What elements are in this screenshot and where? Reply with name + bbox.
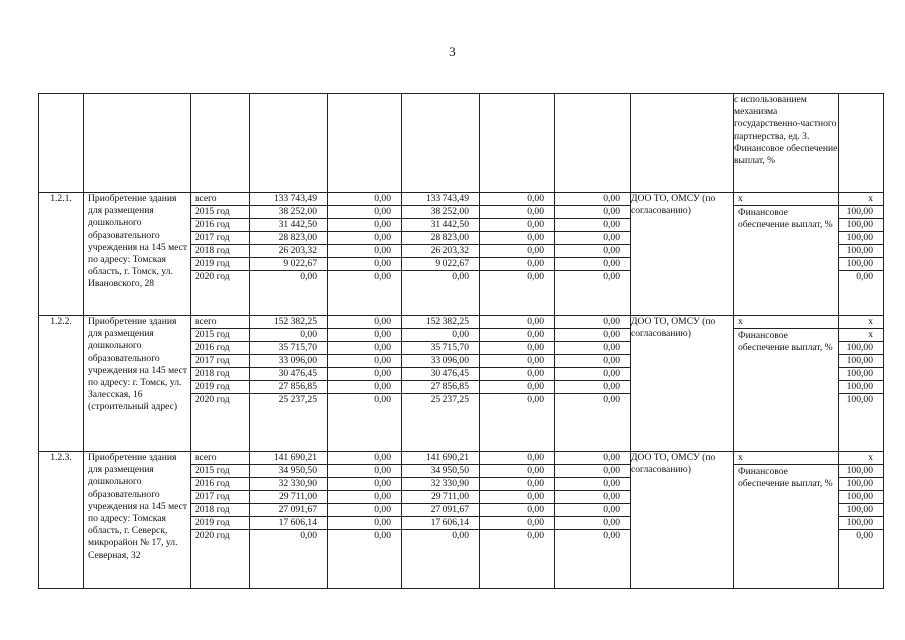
program-row xyxy=(39,316,884,452)
indicator-value-cell-value: 100,00 xyxy=(839,354,883,367)
period-cell-value: 2020 год xyxy=(191,270,249,283)
federal-cell-value: 0,00 xyxy=(328,231,401,244)
continued-indicator: с использованием механизма государственно-частного партнерства, ед. 3. Финансовое обеспечение выплат, % xyxy=(734,94,839,193)
regional-cell-value: 29 711,00 xyxy=(402,490,479,503)
indicator-value-cell-value: 100,00 xyxy=(839,503,883,516)
total-cell xyxy=(250,316,328,452)
regional-cell xyxy=(402,316,480,452)
regional-cell-value: 27 091,67 xyxy=(402,503,479,516)
regional-cell-value: 0,00 xyxy=(402,328,479,341)
total-cell-value: 26 203,32 xyxy=(250,244,327,257)
regional-cell xyxy=(402,452,480,589)
indicator-value-cell-value: 100,00 xyxy=(839,380,883,393)
indicator-value-cell-value: 100,00 xyxy=(839,218,883,231)
indicator-text: Финансовое обеспечение выплат, % xyxy=(734,328,838,354)
local-cell-value: 0,00 xyxy=(480,477,554,490)
total-cell-value: 38 252,00 xyxy=(250,205,327,218)
other-cell-value: 0,00 xyxy=(603,193,620,204)
total-cell-value: 0,00 xyxy=(250,529,327,542)
regional-cell xyxy=(402,193,480,316)
other-cell-value: 0,00 xyxy=(555,354,630,367)
regional-cell-value: 35 715,70 xyxy=(402,341,479,354)
local-cell xyxy=(480,193,555,316)
other-cell-value: 0,00 xyxy=(555,393,630,406)
federal-cell-value: 0,00 xyxy=(328,529,401,542)
federal-cell-value: 0,00 xyxy=(374,316,391,327)
responsible-executor: ДОО ТО, ОМСУ (по согласованию) xyxy=(631,316,734,452)
period-cell-value: 2018 год xyxy=(191,367,249,380)
period-cell-value: всего xyxy=(195,193,217,204)
period-cell-value: 2017 год xyxy=(191,490,249,503)
other-cell-value: 0,00 xyxy=(555,244,630,257)
local-cell-value: 0,00 xyxy=(480,231,554,244)
other-cell-value: 0,00 xyxy=(603,316,620,327)
local-cell-value: 0,00 xyxy=(480,354,554,367)
federal-cell xyxy=(328,452,402,589)
period-cell-value: 2019 год xyxy=(191,380,249,393)
period-cell-value: 2019 год xyxy=(191,257,249,270)
local-cell-value: 0,00 xyxy=(480,464,554,477)
federal-cell-value: 0,00 xyxy=(374,193,391,204)
total-cell-value: 30 476,45 xyxy=(250,367,327,380)
local-cell-value: 0,00 xyxy=(527,452,544,463)
indicator-x: х xyxy=(738,193,743,204)
federal-cell-value: 0,00 xyxy=(328,257,401,270)
other-cell-value: 0,00 xyxy=(555,341,630,354)
period-cell-value: 2020 год xyxy=(191,393,249,406)
period-cell xyxy=(191,193,250,316)
local-cell-value: 0,00 xyxy=(480,257,554,270)
regional-cell-value: 38 252,00 xyxy=(402,205,479,218)
other-cell-value: 0,00 xyxy=(555,328,630,341)
other-cell-value: 0,00 xyxy=(555,380,630,393)
period-cell-value: 2016 год xyxy=(191,477,249,490)
local-cell-value: 0,00 xyxy=(480,244,554,257)
indicator-value-cell-value: х xyxy=(868,452,873,463)
row-number: 1.2.1. xyxy=(39,193,84,316)
federal-cell-value: 0,00 xyxy=(328,380,401,393)
total-cell-value: 0,00 xyxy=(250,270,327,283)
total-cell-value: 33 096,00 xyxy=(250,354,327,367)
local-cell-value: 0,00 xyxy=(480,393,554,406)
indicator-value-cell-value: 100,00 xyxy=(839,205,883,218)
regional-cell-value: 30 476,45 xyxy=(402,367,479,380)
federal-cell-value: 0,00 xyxy=(328,205,401,218)
indicator-value-cell xyxy=(839,452,884,589)
indicator-value-cell-value: 100,00 xyxy=(839,516,883,529)
local-cell xyxy=(480,316,555,452)
row-number: 1.2.2. xyxy=(39,316,84,452)
total-cell xyxy=(250,452,328,589)
other-cell xyxy=(555,193,631,316)
other-cell xyxy=(555,452,631,589)
federal-cell-value: 0,00 xyxy=(328,270,401,283)
continuation-row xyxy=(39,94,884,193)
period-cell-value: 2020 год xyxy=(191,529,249,542)
total-cell-value: 27 091,67 xyxy=(250,503,327,516)
indicator-value-cell-value: 100,00 xyxy=(839,231,883,244)
federal-cell-value: 0,00 xyxy=(328,244,401,257)
local-cell-value: 0,00 xyxy=(480,529,554,542)
total-cell-value: 152 382,25 xyxy=(273,316,317,327)
local-cell xyxy=(480,452,555,589)
regional-cell-value: 152 382,25 xyxy=(425,316,469,327)
federal-cell-value: 0,00 xyxy=(328,341,401,354)
regional-cell-value: 34 950,50 xyxy=(402,464,479,477)
regional-cell-value: 9 022,67 xyxy=(402,257,479,270)
other-cell-value: 0,00 xyxy=(555,464,630,477)
period-cell xyxy=(191,316,250,452)
regional-cell-value: 25 237,25 xyxy=(402,393,479,406)
other-cell-value: 0,00 xyxy=(555,257,630,270)
federal-cell-value: 0,00 xyxy=(328,503,401,516)
program-row xyxy=(39,452,884,589)
program-row xyxy=(39,193,884,316)
indicator-x: х xyxy=(738,452,743,463)
local-cell-value: 0,00 xyxy=(527,316,544,327)
regional-cell-value: 31 442,50 xyxy=(402,218,479,231)
local-cell-value: 0,00 xyxy=(527,193,544,204)
indicator-value-cell-value: 100,00 xyxy=(839,464,883,477)
indicator-value-cell-value: 100,00 xyxy=(839,244,883,257)
local-cell-value: 0,00 xyxy=(480,270,554,283)
local-cell-value: 0,00 xyxy=(480,490,554,503)
other-cell-value: 0,00 xyxy=(555,490,630,503)
total-cell-value: 133 743,49 xyxy=(273,193,317,204)
other-cell-value: 0,00 xyxy=(555,503,630,516)
total-cell-value: 25 237,25 xyxy=(250,393,327,406)
indicator-value-cell-value: 100,00 xyxy=(839,490,883,503)
other-cell-value: 0,00 xyxy=(555,477,630,490)
row-description: Приобретение здания для размещения дошкольного образовательного учреждения на 145 мест по адресу: Томская область, г. Томск, ул. Ивановского, 28 xyxy=(84,193,191,316)
period-cell xyxy=(191,452,250,589)
local-cell-value: 0,00 xyxy=(480,516,554,529)
other-cell-value: 0,00 xyxy=(555,516,630,529)
federal-cell xyxy=(328,193,402,316)
indicator-text: Финансовое обеспечение выплат, % xyxy=(734,205,838,231)
period-cell-value: 2015 год xyxy=(191,205,249,218)
period-cell-value: 2019 год xyxy=(191,516,249,529)
period-cell-value: всего xyxy=(195,316,217,327)
total-cell-value: 34 950,50 xyxy=(250,464,327,477)
local-cell-value: 0,00 xyxy=(480,218,554,231)
indicator-value-cell-value: 100,00 xyxy=(839,477,883,490)
federal-cell-value: 0,00 xyxy=(328,354,401,367)
indicator-value-cell-value: 100,00 xyxy=(839,367,883,380)
regional-cell-value: 32 330,90 xyxy=(402,477,479,490)
indicator-value-cell-value: 0,00 xyxy=(839,270,883,283)
indicator-x: х xyxy=(738,316,743,327)
total-cell-value: 141 690,21 xyxy=(273,452,317,463)
program-table xyxy=(38,93,884,589)
indicator-value-cell xyxy=(839,193,884,316)
federal-cell-value: 0,00 xyxy=(328,328,401,341)
total-cell-value: 27 856,85 xyxy=(250,380,327,393)
indicator-value-cell-value: х xyxy=(868,316,873,327)
row-number: 1.2.3. xyxy=(39,452,84,589)
indicator-name xyxy=(734,316,839,452)
total-cell-value: 35 715,70 xyxy=(250,341,327,354)
total-cell-value: 31 442,50 xyxy=(250,218,327,231)
other-cell-value: 0,00 xyxy=(555,205,630,218)
local-cell-value: 0,00 xyxy=(480,205,554,218)
other-cell-value: 0,00 xyxy=(555,218,630,231)
federal-cell xyxy=(328,316,402,452)
indicator-value-cell xyxy=(839,316,884,452)
total-cell-value: 9 022,67 xyxy=(250,257,327,270)
indicator-value-cell-value: 0,00 xyxy=(839,529,883,542)
regional-cell-value: 27 856,85 xyxy=(402,380,479,393)
period-cell-value: 2015 год xyxy=(191,328,249,341)
regional-cell-value: 28 823,00 xyxy=(402,231,479,244)
page-number: 3 xyxy=(449,44,456,59)
period-cell-value: 2016 год xyxy=(191,341,249,354)
federal-cell-value: 0,00 xyxy=(328,464,401,477)
period-cell-value: 2018 год xyxy=(191,244,249,257)
total-cell-value: 29 711,00 xyxy=(250,490,327,503)
other-cell xyxy=(555,316,631,452)
federal-cell-value: 0,00 xyxy=(328,477,401,490)
total-cell-value: 17 606,14 xyxy=(250,516,327,529)
regional-cell-value: 141 690,21 xyxy=(425,452,469,463)
total-cell xyxy=(250,193,328,316)
period-cell-value: 2016 год xyxy=(191,218,249,231)
indicator-value-cell-value: 100,00 xyxy=(839,341,883,354)
period-cell-value: 2017 год xyxy=(191,231,249,244)
other-cell-value: 0,00 xyxy=(603,452,620,463)
regional-cell-value: 0,00 xyxy=(402,270,479,283)
regional-cell-value: 26 203,32 xyxy=(402,244,479,257)
indicator-name xyxy=(734,452,839,589)
federal-cell-value: 0,00 xyxy=(374,452,391,463)
other-cell-value: 0,00 xyxy=(555,231,630,244)
regional-cell-value: 133 743,49 xyxy=(425,193,469,204)
indicator-name xyxy=(734,193,839,316)
federal-cell-value: 0,00 xyxy=(328,393,401,406)
period-cell-value: 2018 год xyxy=(191,503,249,516)
row-description: Приобретение здания для размещения дошкольного образовательного учреждения на 145 мест по адресу: Томская область, г. Северск, микрорайон № 17, ул. Северная, 32 xyxy=(84,452,191,589)
period-cell-value: 2017 год xyxy=(191,354,249,367)
other-cell-value: 0,00 xyxy=(555,270,630,283)
regional-cell-value: 33 096,00 xyxy=(402,354,479,367)
indicator-text: Финансовое обеспечение выплат, % xyxy=(734,464,838,490)
row-description: Приобретение здания для размещения дошкольного образовательного учреждения на 145 мест по адресу: г. Томск, ул. Залесская, 16 (строительный адрес) xyxy=(84,316,191,452)
total-cell-value: 0,00 xyxy=(250,328,327,341)
local-cell-value: 0,00 xyxy=(480,380,554,393)
period-cell-value: всего xyxy=(195,452,217,463)
local-cell-value: 0,00 xyxy=(480,341,554,354)
other-cell-value: 0,00 xyxy=(555,367,630,380)
local-cell-value: 0,00 xyxy=(480,328,554,341)
regional-cell-value: 17 606,14 xyxy=(402,516,479,529)
total-cell-value: 28 823,00 xyxy=(250,231,327,244)
federal-cell-value: 0,00 xyxy=(328,490,401,503)
indicator-value-cell-value: х xyxy=(839,328,883,341)
total-cell-value: 32 330,90 xyxy=(250,477,327,490)
federal-cell-value: 0,00 xyxy=(328,367,401,380)
period-cell-value: 2015 год xyxy=(191,464,249,477)
federal-cell-value: 0,00 xyxy=(328,218,401,231)
regional-cell-value: 0,00 xyxy=(402,529,479,542)
responsible-executor: ДОО ТО, ОМСУ (по согласованию) xyxy=(631,193,734,316)
indicator-value-cell-value: х xyxy=(868,193,873,204)
indicator-value-cell-value: 100,00 xyxy=(839,393,883,406)
responsible-executor: ДОО ТО, ОМСУ (по согласованию) xyxy=(631,452,734,589)
other-cell-value: 0,00 xyxy=(555,529,630,542)
local-cell-value: 0,00 xyxy=(480,503,554,516)
federal-cell-value: 0,00 xyxy=(328,516,401,529)
indicator-value-cell-value: 100,00 xyxy=(839,257,883,270)
local-cell-value: 0,00 xyxy=(480,367,554,380)
